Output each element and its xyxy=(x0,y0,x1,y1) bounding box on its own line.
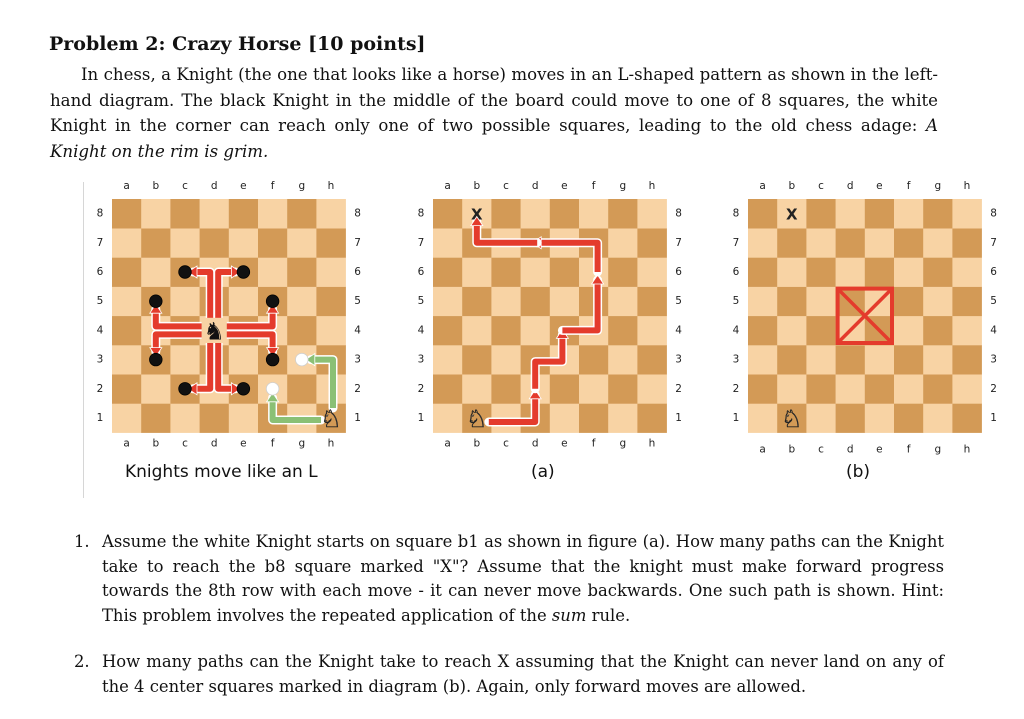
square-h5 xyxy=(316,287,346,317)
square-a3 xyxy=(433,345,463,375)
square-h8 xyxy=(952,199,982,229)
rank-label-left: 6 xyxy=(96,266,104,278)
caption-b: (b) xyxy=(846,462,871,482)
rank-label-right: 7 xyxy=(675,236,682,249)
question-1-text: Assume the white Knight starts on square b1 as shown in figure (a). How many paths can the Knight take to reach the b8 square marked "X"? Assume that the knight must make forward progress towards the 8th row with each move - it can never move backwards. One such path is shown. Hint: This problem involves the repeated application of the xyxy=(102,532,944,625)
knight-moves-diagram xyxy=(97,180,362,450)
white-knight-icon: ♘ xyxy=(466,405,488,433)
rank-label-right: 7 xyxy=(990,236,997,249)
square-d7 xyxy=(836,228,866,258)
rank-label-right: 8 xyxy=(354,207,361,220)
square-h6 xyxy=(316,257,346,287)
file-label-bottom: a xyxy=(444,437,451,450)
square-h8 xyxy=(316,199,346,229)
square-c2 xyxy=(491,374,521,404)
target-dot-white xyxy=(266,383,279,396)
file-label-top: c xyxy=(818,180,824,192)
rank-label-right: 2 xyxy=(675,382,682,395)
square-g5 xyxy=(287,287,317,317)
rank-label-right: 1 xyxy=(354,412,361,424)
file-label-bottom: a xyxy=(759,443,766,456)
target-dot-black xyxy=(237,383,250,396)
file-label-top: b xyxy=(152,180,160,192)
square-a2 xyxy=(433,374,463,404)
square-g6 xyxy=(608,257,638,287)
rank-label-left: 5 xyxy=(732,295,740,308)
chess-adage: A Knight on the rim is grim. xyxy=(50,116,938,161)
file-label-top: c xyxy=(503,180,509,192)
rank-label-right: 2 xyxy=(990,382,997,395)
square-b2 xyxy=(777,374,807,404)
square-e5 xyxy=(550,287,580,317)
file-label-bottom: f xyxy=(270,437,275,450)
square-a4 xyxy=(112,316,142,346)
square-c7 xyxy=(806,228,836,258)
square-c5 xyxy=(806,287,836,317)
rank-label-left: 6 xyxy=(732,266,740,278)
file-label-bottom: d xyxy=(846,443,854,456)
square-g4 xyxy=(287,316,317,346)
problem-title: Problem 2: Crazy Horse [10 points] xyxy=(49,33,426,55)
square-d8 xyxy=(836,199,866,229)
file-label-top: e xyxy=(561,180,568,192)
square-h7 xyxy=(952,228,982,258)
square-h4 xyxy=(316,316,346,346)
intro-text: In chess, a Knight (the one that looks like a horse) moves in an L-shaped pattern as shown in the left-hand diagram. The black Knight in the middle of the board could move to one of 8 squares, the white Knight in the corner can reach only one of two possible squares, leading to the old chess adage: xyxy=(50,65,938,135)
square-a7 xyxy=(112,228,142,258)
file-label-top: b xyxy=(473,180,481,192)
rank-label-right: 5 xyxy=(354,295,361,308)
file-label-top: h xyxy=(963,180,971,192)
rank-label-right: 3 xyxy=(354,353,361,366)
question-2-text: How many paths can the Knight take to reach X assuming that the Knight can never land on any of the 4 center squares marked in diagram (b). Again, only forward moves are allowed. xyxy=(102,652,944,696)
square-b8 xyxy=(141,199,171,229)
square-g8 xyxy=(923,199,953,229)
rank-label-left: 4 xyxy=(732,324,740,337)
rank-label-left: 5 xyxy=(417,295,425,308)
square-h3 xyxy=(952,345,982,375)
square-f5 xyxy=(894,287,924,317)
square-d6 xyxy=(836,257,866,287)
square-c3 xyxy=(491,345,521,375)
square-e8 xyxy=(550,199,580,229)
square-d6 xyxy=(521,257,551,287)
square-b7 xyxy=(777,228,807,258)
square-c4 xyxy=(491,316,521,346)
rank-label-right: 4 xyxy=(990,324,997,337)
square-g6 xyxy=(923,257,953,287)
rank-label-left: 6 xyxy=(417,266,425,278)
square-a5 xyxy=(433,287,463,317)
target-dot-black xyxy=(179,266,192,279)
square-d5 xyxy=(521,287,551,317)
square-e2 xyxy=(550,374,580,404)
square-d8 xyxy=(200,199,230,229)
file-label-bottom: g xyxy=(298,437,306,450)
file-label-top: a xyxy=(123,180,130,192)
target-dot-black xyxy=(266,295,279,308)
file-label-bottom: g xyxy=(934,443,942,456)
square-b1 xyxy=(141,403,171,433)
square-g7 xyxy=(923,228,953,258)
white-knight-icon: ♘ xyxy=(781,405,803,433)
square-a1 xyxy=(112,403,142,433)
square-f2 xyxy=(579,374,609,404)
file-label-bottom: b xyxy=(788,443,796,456)
file-label-bottom: d xyxy=(210,437,218,450)
square-h1 xyxy=(952,403,982,433)
square-f1 xyxy=(579,403,609,433)
square-b4 xyxy=(777,316,807,346)
file-label-top: e xyxy=(240,180,247,192)
square-f7 xyxy=(258,228,288,258)
square-h7 xyxy=(316,228,346,258)
target-dot-black xyxy=(150,353,163,366)
rank-label-right: 6 xyxy=(990,266,997,278)
rank-label-right: 7 xyxy=(354,236,361,249)
file-label-top: f xyxy=(270,180,275,192)
file-label-top: d xyxy=(531,180,539,192)
square-b2 xyxy=(141,374,171,404)
square-b7 xyxy=(141,228,171,258)
square-g3 xyxy=(923,345,953,375)
square-e8 xyxy=(865,199,895,229)
file-label-bottom: e xyxy=(240,437,247,450)
file-label-bottom: c xyxy=(818,443,824,456)
square-a1 xyxy=(748,403,778,433)
question-2 xyxy=(74,650,944,699)
target-x-marker: X xyxy=(471,205,483,224)
square-c5 xyxy=(491,287,521,317)
white-knight-icon: ♘ xyxy=(320,405,342,433)
square-g7 xyxy=(287,228,317,258)
square-f4 xyxy=(894,316,924,346)
file-label-bottom: b xyxy=(152,437,160,450)
file-label-bottom: b xyxy=(473,437,481,450)
square-e6 xyxy=(550,257,580,287)
square-a6 xyxy=(433,257,463,287)
file-label-top: f xyxy=(906,180,911,192)
square-e6 xyxy=(865,257,895,287)
black-knight-icon: ♞ xyxy=(203,317,225,346)
square-g6 xyxy=(287,257,317,287)
file-label-top: h xyxy=(648,180,656,192)
square-c3 xyxy=(170,345,200,375)
rank-label-left: 3 xyxy=(417,353,425,366)
file-label-bottom: g xyxy=(619,437,627,450)
diagram-b xyxy=(733,180,998,456)
file-label-top: a xyxy=(759,180,766,192)
question-1-emphasis: sum xyxy=(551,605,587,625)
square-a8 xyxy=(748,199,778,229)
question-1-text-end: rule. xyxy=(591,605,631,625)
file-label-bottom: f xyxy=(906,443,911,456)
rank-label-right: 6 xyxy=(354,266,361,278)
file-label-bottom: h xyxy=(327,437,335,450)
square-g7 xyxy=(608,228,638,258)
file-label-bottom: e xyxy=(561,437,568,450)
square-a4 xyxy=(748,316,778,346)
square-a5 xyxy=(112,287,142,317)
file-label-bottom: f xyxy=(591,437,596,450)
square-h4 xyxy=(637,316,667,346)
square-d1 xyxy=(200,403,230,433)
square-e2 xyxy=(865,374,895,404)
square-g4 xyxy=(608,316,638,346)
rank-label-left: 8 xyxy=(417,207,425,220)
square-e3 xyxy=(865,345,895,375)
square-d4 xyxy=(521,316,551,346)
square-g1 xyxy=(608,403,638,433)
square-h6 xyxy=(637,257,667,287)
file-label-top: f xyxy=(591,180,596,192)
rank-label-right: 5 xyxy=(990,295,997,308)
square-b4 xyxy=(462,316,492,346)
rank-label-left: 7 xyxy=(417,236,425,249)
square-e8 xyxy=(229,199,258,229)
square-a7 xyxy=(748,228,778,258)
square-f3 xyxy=(894,345,924,375)
square-e3 xyxy=(229,345,258,375)
square-c4 xyxy=(806,316,836,346)
rank-label-right: 8 xyxy=(990,207,997,220)
rank-label-left: 1 xyxy=(96,412,104,424)
square-g2 xyxy=(608,374,638,404)
rank-label-left: 3 xyxy=(732,353,740,366)
square-a7 xyxy=(433,228,463,258)
chess-figures xyxy=(84,172,997,500)
square-g5 xyxy=(608,287,638,317)
file-label-top: b xyxy=(788,180,796,192)
square-f8 xyxy=(258,199,288,229)
square-d7 xyxy=(200,228,230,258)
rank-label-left: 7 xyxy=(732,236,740,249)
rank-label-left: 7 xyxy=(96,236,104,249)
question-list xyxy=(74,530,944,699)
square-h2 xyxy=(952,374,982,404)
file-label-bottom: d xyxy=(531,437,539,450)
square-e1 xyxy=(229,403,258,433)
rank-label-right: 3 xyxy=(990,353,997,366)
file-label-top: h xyxy=(327,180,335,192)
file-label-top: d xyxy=(846,180,854,192)
square-f6 xyxy=(258,257,288,287)
file-label-top: a xyxy=(444,180,451,192)
square-e7 xyxy=(865,228,895,258)
question-1 xyxy=(74,530,944,628)
square-b6 xyxy=(141,257,171,287)
square-c1 xyxy=(170,403,200,433)
square-c8 xyxy=(170,199,200,229)
rank-label-left: 8 xyxy=(96,207,104,220)
square-b5 xyxy=(462,287,492,317)
square-a6 xyxy=(748,257,778,287)
file-label-top: d xyxy=(210,180,218,192)
square-a5 xyxy=(748,287,778,317)
rank-label-right: 1 xyxy=(990,412,997,424)
square-g2 xyxy=(923,374,953,404)
square-c6 xyxy=(491,257,521,287)
rank-label-right: 8 xyxy=(675,207,682,220)
square-b3 xyxy=(462,345,492,375)
square-h2 xyxy=(637,374,667,404)
square-f3 xyxy=(579,345,609,375)
rank-label-left: 2 xyxy=(732,382,740,395)
file-label-bottom: e xyxy=(876,443,883,456)
rank-label-right: 2 xyxy=(354,382,361,395)
square-a3 xyxy=(748,345,778,375)
square-h4 xyxy=(952,316,982,346)
file-label-bottom: c xyxy=(503,437,509,450)
rank-label-left: 8 xyxy=(732,207,740,220)
square-g8 xyxy=(608,199,638,229)
rank-label-left: 2 xyxy=(96,382,104,395)
square-a1 xyxy=(433,403,463,433)
square-h1 xyxy=(637,403,667,433)
square-b3 xyxy=(777,345,807,375)
square-h5 xyxy=(952,287,982,317)
target-dot-black xyxy=(266,353,279,366)
square-a8 xyxy=(112,199,142,229)
rank-label-right: 6 xyxy=(675,266,682,278)
square-b2 xyxy=(462,374,492,404)
file-label-bottom: a xyxy=(123,437,130,450)
square-g3 xyxy=(608,345,638,375)
square-f8 xyxy=(579,199,609,229)
rank-label-left: 4 xyxy=(96,324,104,337)
question-1-number: 1. xyxy=(74,532,90,551)
square-a4 xyxy=(433,316,463,346)
square-d1 xyxy=(836,403,866,433)
square-c8 xyxy=(806,199,836,229)
square-a8 xyxy=(433,199,463,229)
square-d3 xyxy=(836,345,866,375)
square-f2 xyxy=(894,374,924,404)
square-c1 xyxy=(806,403,836,433)
rank-label-right: 1 xyxy=(675,412,682,424)
target-dot-black xyxy=(179,383,192,396)
square-h5 xyxy=(637,287,667,317)
rank-label-right: 5 xyxy=(675,295,682,308)
square-h3 xyxy=(637,345,667,375)
square-c3 xyxy=(806,345,836,375)
square-g8 xyxy=(287,199,317,229)
caption-a: (a) xyxy=(531,462,555,482)
file-label-bottom: c xyxy=(182,437,188,450)
square-c2 xyxy=(806,374,836,404)
caption-knight-moves: Knights move like an L xyxy=(125,462,318,482)
square-d2 xyxy=(836,374,866,404)
target-dot-black xyxy=(237,266,250,279)
rank-label-left: 1 xyxy=(417,412,425,424)
file-label-bottom: h xyxy=(963,443,971,456)
square-a2 xyxy=(112,374,142,404)
square-f8 xyxy=(894,199,924,229)
file-label-top: g xyxy=(298,180,306,192)
square-h6 xyxy=(952,257,982,287)
rank-label-right: 3 xyxy=(675,353,682,366)
file-label-top: c xyxy=(182,180,188,192)
square-f7 xyxy=(894,228,924,258)
square-h7 xyxy=(637,228,667,258)
square-f6 xyxy=(894,257,924,287)
rank-label-right: 4 xyxy=(675,324,682,337)
rank-label-left: 2 xyxy=(417,382,425,395)
file-label-bottom: h xyxy=(648,437,656,450)
target-dot-white xyxy=(296,353,309,366)
problem-intro xyxy=(50,62,938,164)
square-e5 xyxy=(229,287,258,317)
target-x-marker: X xyxy=(786,205,798,224)
rank-label-left: 3 xyxy=(96,353,104,366)
square-g1 xyxy=(923,403,953,433)
square-c5 xyxy=(170,287,200,317)
file-label-top: g xyxy=(619,180,627,192)
square-g4 xyxy=(923,316,953,346)
square-e1 xyxy=(550,403,580,433)
file-label-top: g xyxy=(934,180,942,192)
square-a2 xyxy=(748,374,778,404)
square-a3 xyxy=(112,345,142,375)
file-label-top: e xyxy=(876,180,883,192)
square-h8 xyxy=(637,199,667,229)
square-d8 xyxy=(521,199,551,229)
target-dot-black xyxy=(150,295,163,308)
square-f1 xyxy=(894,403,924,433)
square-a6 xyxy=(112,257,142,287)
diagram-a xyxy=(418,180,683,450)
square-e7 xyxy=(229,228,258,258)
square-e1 xyxy=(865,403,895,433)
question-2-number: 2. xyxy=(74,652,90,671)
square-b6 xyxy=(462,257,492,287)
rank-label-right: 4 xyxy=(354,324,361,337)
square-c8 xyxy=(491,199,521,229)
rank-label-left: 5 xyxy=(96,295,104,308)
square-b5 xyxy=(777,287,807,317)
square-b6 xyxy=(777,257,807,287)
square-c6 xyxy=(806,257,836,287)
rank-label-left: 1 xyxy=(732,412,740,424)
square-g2 xyxy=(287,374,317,404)
square-g5 xyxy=(923,287,953,317)
rank-label-left: 4 xyxy=(417,324,425,337)
square-c7 xyxy=(170,228,200,258)
